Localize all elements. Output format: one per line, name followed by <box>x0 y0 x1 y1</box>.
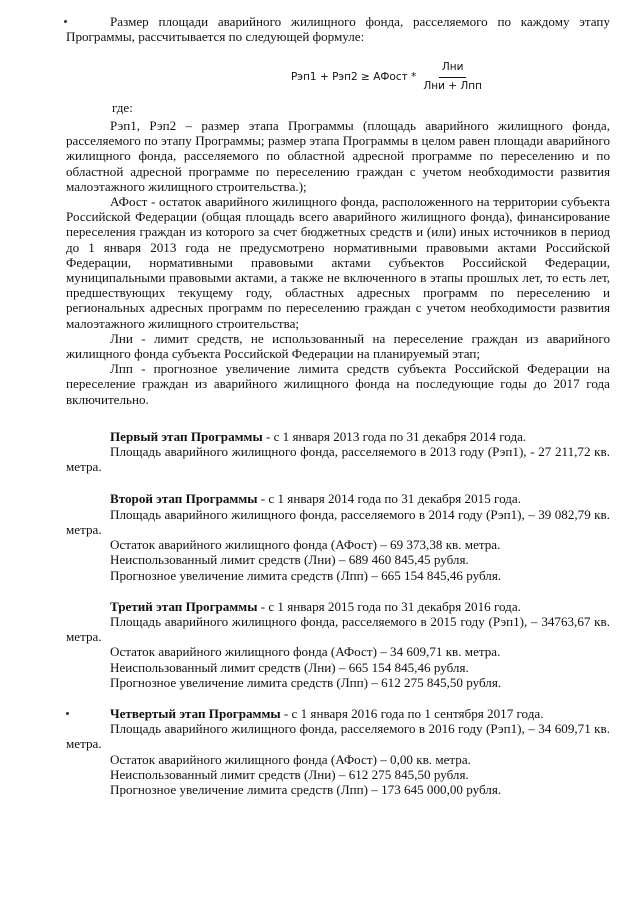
stage-period: - с 1 января 2013 года по 31 декабря 2014 года. <box>262 428 527 444</box>
definition-rep: Рэп1, Рэп2 – размер этапа Программы (площадь аварийного жилищного фонда, расселяемого по этапу Программы; размер этапа Программы в целом равен площади аварийного жилищного фонда, расселяемого по областной адресной программе по переселению и по областной адресной программе по переселению граждан с учетом необходимости развития малоэтажного жилищного строительства.); <box>66 118 610 194</box>
stage-heading <box>66 599 610 614</box>
stage-detail-afost: Остаток аварийного жилищного фонда (АФост) – 69 373,38 кв. метра. <box>110 537 501 553</box>
scan-speck <box>66 712 69 715</box>
stage-area: Площадь аварийного жилищного фонда, расселяемого в 2015 году (Рэп1), – 34763,67 кв. метра. <box>66 613 610 645</box>
stage-4 <box>66 706 610 797</box>
stage-period: - с 1 января 2016 года по 1 сентября 2017 года. <box>280 705 544 721</box>
stage-detail-lni: Неиспользованный лимит средств (Лни) – 665 154 845,46 рубля. <box>110 659 469 675</box>
stage-period: - с 1 января 2015 года по 31 декабря 2016 года. <box>257 598 521 614</box>
stage-title: Второй этап Программы <box>110 491 258 507</box>
stage-heading <box>66 706 610 721</box>
stage-heading <box>66 491 610 506</box>
definitions <box>66 118 610 407</box>
where-label: где: <box>112 99 133 115</box>
formula-numerator: Лни <box>439 60 467 77</box>
stage-period: - с 1 января 2014 года по 31 декабря 2015 года. <box>257 491 521 507</box>
definition-lni: Лни - лимит средств, не использованный на переселение граждан из аварийного жилищного фонда субъекта Российской Федерации на планируемый этап; <box>66 330 610 362</box>
stage-heading <box>66 429 610 444</box>
stage-detail-lpp: Прогнозное увеличение лимита средств (Лпп) – 612 275 845,50 рубля. <box>110 674 502 690</box>
stage-area: Площадь аварийного жилищного фонда, расселяемого в 2013 году (Рэп1), - 27 211,72 кв. метра. <box>66 444 610 475</box>
scan-speck <box>64 20 67 23</box>
stage-2 <box>66 491 610 582</box>
formula-lhs: Рэп1 + Рэп2 ≥ АФост * <box>290 70 417 83</box>
stage-detail-afost: Остаток аварийного жилищного фонда (АФост) – 0,00 кв. метра. <box>110 751 471 767</box>
intro-paragraph: Размер площади аварийного жилищного фонда, расселяемого по каждому этапу Программы, рассчитывается по следующей формуле: <box>66 14 610 45</box>
formula-denominator: Лни + Лпп <box>423 79 483 92</box>
stage-detail-lpp: Прогнозное увеличение лимита средств (Лпп) – 173 645 000,00 рубля. <box>110 781 502 797</box>
definition-afost: АФост - остаток аварийного жилищного фонда, расположенного на территории субъекта Российской Федерации (общая площадь всего аварийного жилищного фонда), финансирование переселения граждан из которого за счет бюджетных средств и (или) иных источников в период до 1 января 2013 года не предусмотрено нормативными правовыми актами Российской Федерации, нормативными правовыми актами субъектов Российской Федерации, муниципальными правовыми актами, а также не включенного в этапы прошлых лет, то есть лет, предшествующих текущему году, областных адресных программ по переселению и региональных адресных программ по переселению граждан с учетом необходимости развития малоэтажного жилищного строительства; <box>66 194 610 331</box>
stage-1 <box>66 429 610 475</box>
formula <box>66 60 610 93</box>
stage-detail-lni: Неиспользованный лимит средств (Лни) – 689 460 845,45 рубля. <box>110 552 469 568</box>
definition-lpp: Лпп - прогнозное увеличение лимита средств субъекта Российской Федерации на переселение граждан из аварийного жилищного фонда на последующие годы до 2017 года включительно. <box>66 361 610 407</box>
formula-fraction <box>420 60 485 93</box>
stage-title: Третий этап Программы <box>110 598 258 614</box>
stage-area: Площадь аварийного жилищного фонда, расселяемого в 2016 году (Рэп1), – 34 609,71 кв. метра. <box>66 721 610 752</box>
stage-area: Площадь аварийного жилищного фонда, расселяемого в 2014 году (Рэп1), – 39 082,79 кв. метра. <box>66 506 610 537</box>
stage-detail-afost: Остаток аварийного жилищного фонда (АФост) – 34 609,71 кв. метра. <box>110 644 501 660</box>
stage-title: Четвертый этап Программы <box>110 705 281 721</box>
stage-detail-lpp: Прогнозное увеличение лимита средств (Лпп) – 665 154 845,46 рубля. <box>110 567 502 583</box>
stage-3 <box>66 599 610 690</box>
stage-title: Первый этап Программы <box>110 428 263 444</box>
stage-detail-lni: Неиспользованный лимит средств (Лни) – 612 275 845,50 рубля. <box>110 766 469 782</box>
